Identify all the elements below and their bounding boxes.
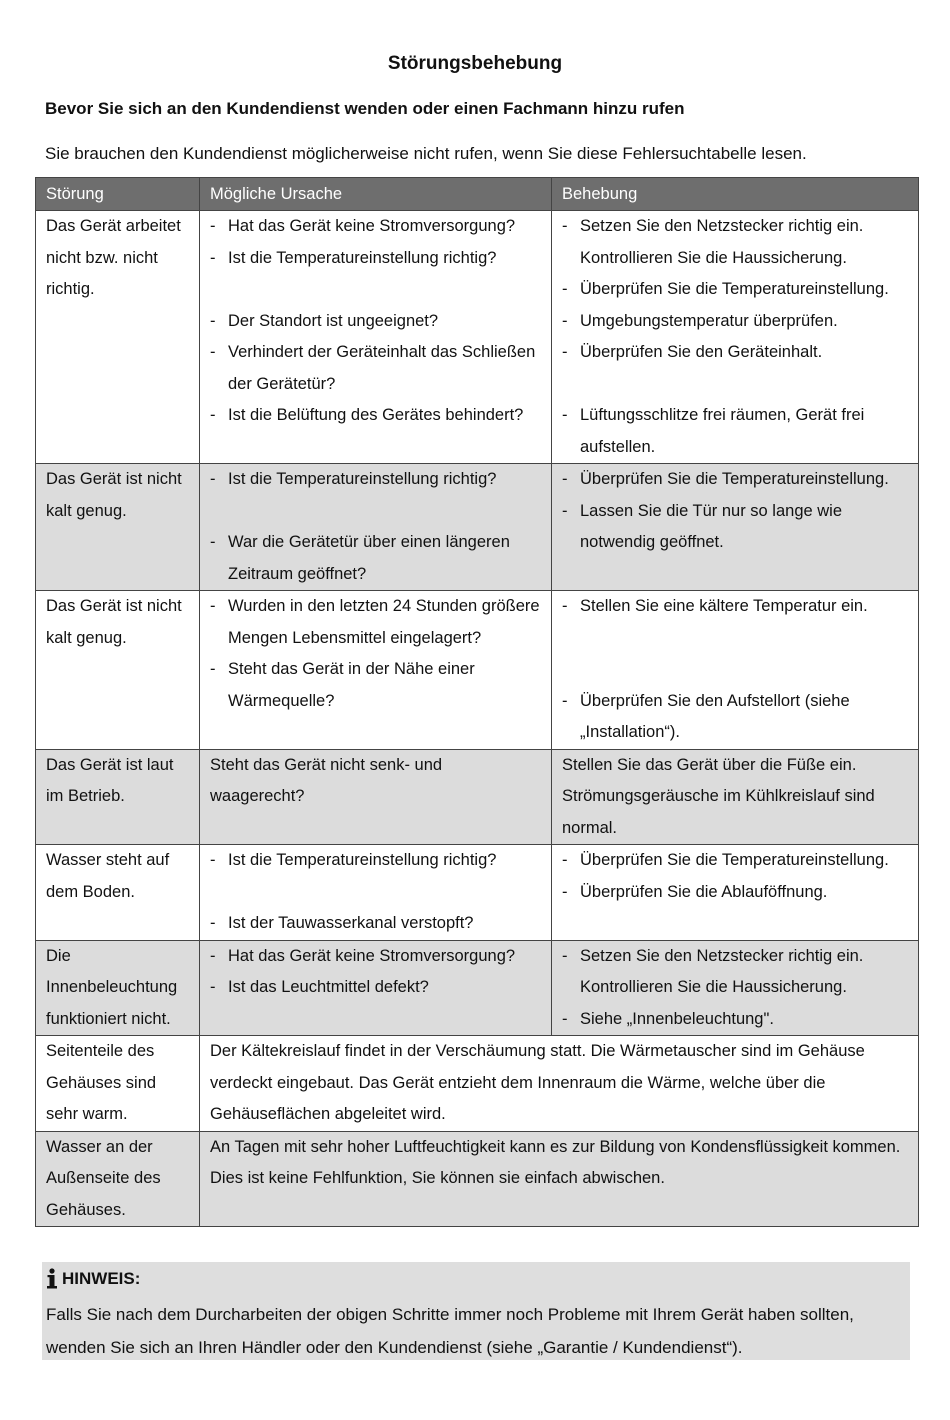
list-item: - Der Standort ist ungeeignet? [210,311,439,330]
cause-cell [200,211,552,464]
list-item: - Ist der Tauwasserkanal verstopft? [210,914,474,932]
troubleshooting-table [35,177,919,1227]
note-heading [46,1268,140,1290]
explanation-cell: An Tagen mit sehr hoher Luftfeuchtigkeit kann es zur Bildung von Kondensflüssigkeit kommen. Dies ist keine Fehlfunktion, Sie können sie einfach abwischen. [200,1131,919,1227]
problem-cell: Das Gerät ist laut im Betrieb. [36,749,200,845]
list-item: - Ist die Temperatureinstellung richtig? [210,851,497,869]
list-item: - Ist die Temperatureinstellung richtig? [210,470,497,488]
table-row [36,1036,919,1132]
cause-cell: Steht das Gerät nicht senk- und waagerecht? [200,749,552,845]
table-row [36,845,919,941]
cause-cell [200,940,552,1036]
problem-cell: Das Gerät ist nicht kalt genug. [36,591,200,750]
list-item: - Lüftungsschlitze frei räumen, Gerät frei aufstellen. [562,406,865,456]
list-item: - Ist das Leuchtmittel defekt? [210,978,429,996]
table-header-row [36,178,919,211]
list-item: - Überprüfen Sie die Temperatureinstellung. [562,470,889,488]
list-item: - Wurden in den letzten 24 Stunden größere Mengen Lebensmittel eingelagert? [210,597,540,647]
list-item: - Umgebungstemperatur überprüfen. [562,311,838,330]
table-row [36,940,919,1036]
problem-cell: Wasser steht auf dem Boden. [36,845,200,941]
header-remedy: Behebung [552,178,919,211]
list-item: - Lassen Sie die Tür nur so lange wie notwendig geöffnet. [562,501,843,551]
page-title: Störungsbehebung [387,53,563,74]
list-item: - Steht das Gerät in der Nähe einer Wärmequelle? [210,660,475,710]
intro-text: Sie brauchen den Kundendienst möglicherweise nicht rufen, wenn Sie diese Fehlersuchtabelle lesen. [45,144,807,163]
list-item: - Überprüfen Sie die Temperatureinstellung. [562,280,889,298]
list-item: - Siehe „Innenbeleuchtung". [562,1009,774,1028]
remedy-cell [552,591,919,750]
list-item: - Setzen Sie den Netzstecker richtig ein. Kontrollieren Sie die Haussicherung. [562,946,864,996]
table-row [36,464,919,591]
info-icon [46,1268,58,1290]
cause-cell [200,464,552,591]
cause-cell [200,591,552,750]
problem-cell: Die Innenbeleuchtung funktioniert nicht. [36,940,200,1036]
list-item: - Ist die Belüftung des Gerätes behindert? [210,406,524,424]
table-row [36,1131,919,1227]
table-row [36,211,919,464]
problem-cell: Seitenteile des Gehäuses sind sehr warm. [36,1036,200,1132]
table-row [36,749,919,845]
list-item: - Ist die Temperatureinstellung richtig? [210,248,497,267]
note-box [42,1262,910,1360]
remedy-cell [552,464,919,591]
header-cause: Mögliche Ursache [200,178,552,211]
note-text: Falls Sie nach dem Durcharbeiten der obigen Schritte immer noch Probleme mit Ihrem Gerät haben sollten, wenden Sie sich an Ihren Händler oder den Kundendienst (siehe „Garantie / Kundendienst“). [46,1305,854,1357]
list-item: - Setzen Sie den Netzstecker richtig ein. Kontrollieren Sie die Haussicherung. [562,217,864,267]
list-item: - Stellen Sie eine kältere Temperatur ein. [562,597,868,615]
list-item: - Hat das Gerät keine Stromversorgung? [210,946,516,965]
list-item: - Überprüfen Sie die Temperatureinstellung. [562,851,889,869]
remedy-cell [552,211,919,464]
problem-cell: Wasser an der Außenseite des Gehäuses. [36,1131,200,1227]
list-item: - War die Gerätetür über einen längeren Zeitraum geöffnet? [210,533,510,583]
list-item: - Überprüfen Sie den Geräteinhalt. [562,343,823,361]
list-item: - Überprüfen Sie den Aufstellort (siehe „Installation“). [562,691,850,741]
remedy-cell: Stellen Sie das Gerät über die Füße ein. Strömungsgeräusche im Kühlkreislauf sind normal. [552,749,919,845]
list-item: - Hat das Gerät keine Stromversorgung? [210,217,516,235]
note-label: HINWEIS: [62,1269,141,1288]
header-problem: Störung [36,178,200,211]
remedy-cell [552,940,919,1036]
problem-cell: Das Gerät ist nicht kalt genug. [36,464,200,591]
list-item: - Überprüfen Sie die Ablauföffnung. [562,882,828,901]
table-row [36,591,919,750]
remedy-cell [552,845,919,941]
list-item: - Verhindert der Geräteinhalt das Schließen der Gerätetür? [210,343,536,393]
cause-cell [200,845,552,941]
problem-cell: Das Gerät arbeitet nicht bzw. nicht richtig. [36,211,200,464]
explanation-cell: Der Kältekreislauf findet in der Verschäumung statt. Die Wärmetauscher sind im Gehäuse verdeckt eingebaut. Das Gerät entzieht dem Innenraum die Wärme, welche über die Gehäuseflächen abgeleitet wird. [200,1036,919,1132]
section-subtitle: Bevor Sie sich an den Kundendienst wenden oder einen Fachmann hinzu rufen [45,99,685,118]
